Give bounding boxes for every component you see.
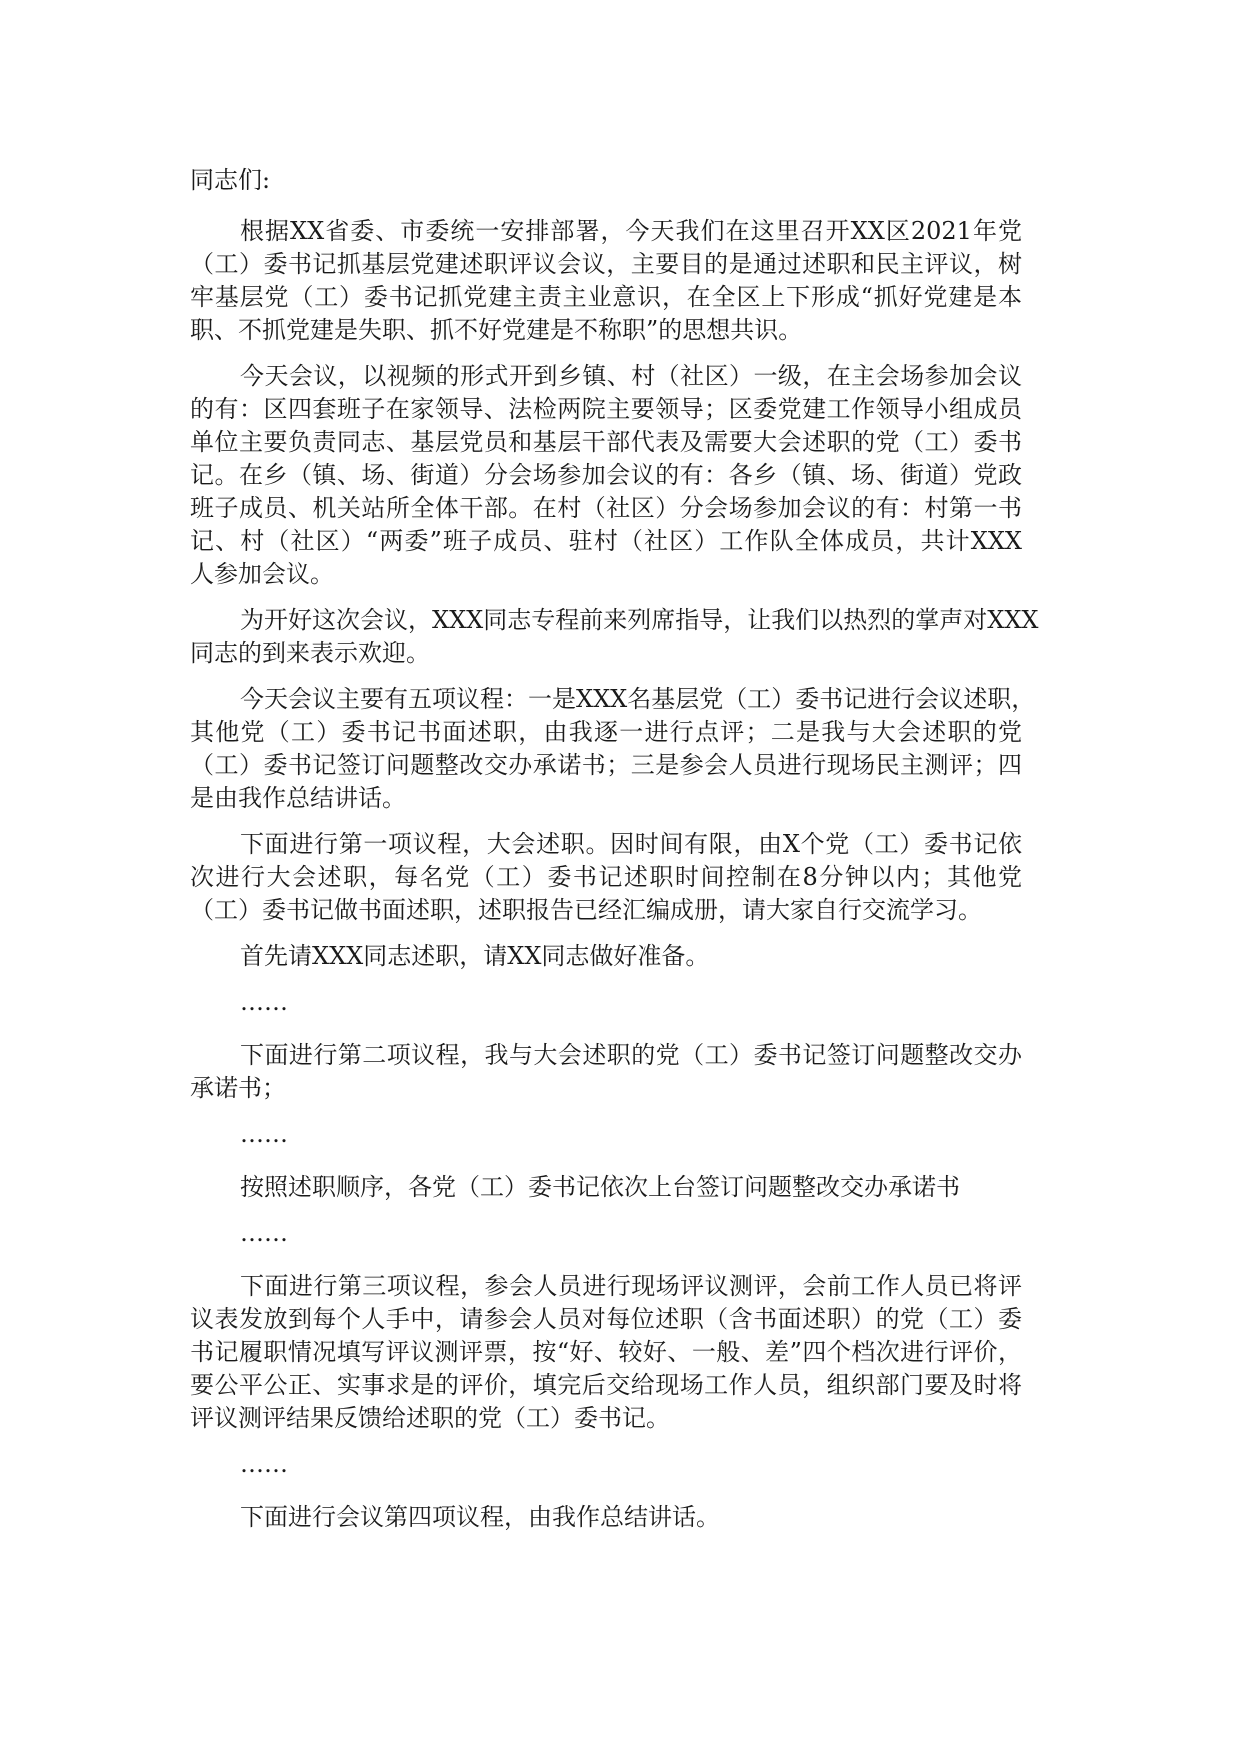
paragraph-line: （工）委书记签订问题整改交办承诺书；三是参会人员进行现场民主测评；四 (190, 751, 1022, 779)
ellipsis-paragraph (190, 1448, 1022, 1481)
paragraph-line: 下面进行第二项议程，我与大会述职的党（工）委书记签订问题整改交办 (240, 1041, 1022, 1069)
paragraph-line: 其他党（工）委书记书面述职，由我逐一进行点评；二是我与大会述职的党 (190, 718, 1022, 746)
paragraph-line: …… (240, 1219, 288, 1247)
paragraph-line: 下面进行第三项议程，参会人员进行现场评议测评，会前工作人员已将评 (240, 1272, 1022, 1300)
paragraph (190, 1501, 1022, 1534)
ellipsis-paragraph (190, 986, 1022, 1019)
paragraph (190, 1171, 1022, 1204)
paragraph (190, 1039, 1022, 1105)
paragraph-line: 的有：区四套班子在家领导、法检两院主要领导；区委党建工作领导小组成员 (190, 395, 1022, 423)
paragraph (190, 940, 1022, 973)
paragraph-line: 要公平公正、实事求是的评价，填完后交给现场工作人员，组织部门要及时将 (190, 1371, 1022, 1399)
paragraph (190, 360, 1022, 591)
paragraph-line: 职、不抓党建是失职、抓不好党建是不称职”的思想共识。 (190, 316, 803, 344)
ellipsis-paragraph (190, 1217, 1022, 1250)
paragraph-line: （工）委书记抓基层党建述职评议会议，主要目的是通过述职和民主评议，树 (190, 250, 1022, 278)
paragraph-line: 按照述职顺序，各党（工）委书记依次上台签订问题整改交办承诺书 (240, 1173, 960, 1201)
paragraph-line: 牢基层党（工）委书记抓党建主责主业意识，在全区上下形成“抓好党建是本 (190, 283, 1022, 311)
paragraph-line: 同志的到来表示欢迎。 (190, 639, 430, 667)
paragraph-line: 为开好这次会议，XXX同志专程前来列席指导，让我们以热烈的掌声对XXX (240, 606, 1039, 634)
salutation (190, 164, 1022, 197)
paragraph-line: …… (240, 988, 288, 1016)
paragraph-line: 评议测评结果反馈给述职的党（工）委书记。 (190, 1404, 670, 1432)
paragraph-line: 记。在乡（镇、场、街道）分会场参加会议的有：各乡（镇、场、街道）党政 (190, 461, 1022, 489)
paragraph (190, 604, 1039, 670)
paragraph (190, 215, 1022, 347)
document-body (190, 164, 1039, 1547)
paragraph-line: 次进行大会述职，每名党（工）委书记述职时间控制在8分钟以内；其他党 (190, 863, 1022, 891)
paragraph-line: 人参加会议。 (190, 560, 334, 588)
paragraph-line: （工）委书记做书面述职，述职报告已经汇编成册，请大家自行交流学习。 (190, 896, 982, 924)
paragraph-line: 承诺书； (190, 1074, 286, 1102)
paragraph-line: 记、村（社区）“两委”班子成员、驻村（社区）工作队全体成员，共计XXX (190, 527, 1022, 555)
ellipsis-paragraph (190, 1118, 1022, 1151)
paragraph-line: 今天会议主要有五项议程：一是XXX名基层党（工）委书记进行会议述职， (240, 685, 1036, 713)
paragraph-line: …… (240, 1120, 288, 1148)
salutation-text: 同志们: (190, 166, 271, 194)
paragraph (190, 683, 1036, 815)
paragraph (190, 1270, 1022, 1435)
paragraph-line: 今天会议，以视频的形式开到乡镇、村（社区）一级，在主会场参加会议 (240, 362, 1022, 390)
paragraph-line: 是由我作总结讲话。 (190, 784, 406, 812)
paragraph-line: 下面进行第一项议程，大会述职。因时间有限，由X个党（工）委书记依 (240, 830, 1022, 858)
paragraph (190, 828, 1022, 927)
paragraph-line: 书记履职情况填写评议测评票，按“好、较好、一般、差”四个档次进行评价， (190, 1338, 1022, 1366)
paragraph-line: 首先请XXX同志述职，请XX同志做好准备。 (240, 942, 710, 970)
paragraph-line: 下面进行会议第四项议程，由我作总结讲话。 (240, 1503, 720, 1531)
paragraph-line: 单位主要负责同志、基层党员和基层干部代表及需要大会述职的党（工）委书 (190, 428, 1022, 456)
paragraph-line: …… (240, 1450, 288, 1478)
paragraph-line: 班子成员、机关站所全体干部。在村（社区）分会场参加会议的有：村第一书 (190, 494, 1022, 522)
paragraph-line: 根据XX省委、市委统一安排部署，今天我们在这里召开XX区2021年党 (240, 217, 1022, 245)
paragraph-line: 议表发放到每个人手中，请参会人员对每位述职（含书面述职）的党（工）委 (190, 1305, 1022, 1333)
